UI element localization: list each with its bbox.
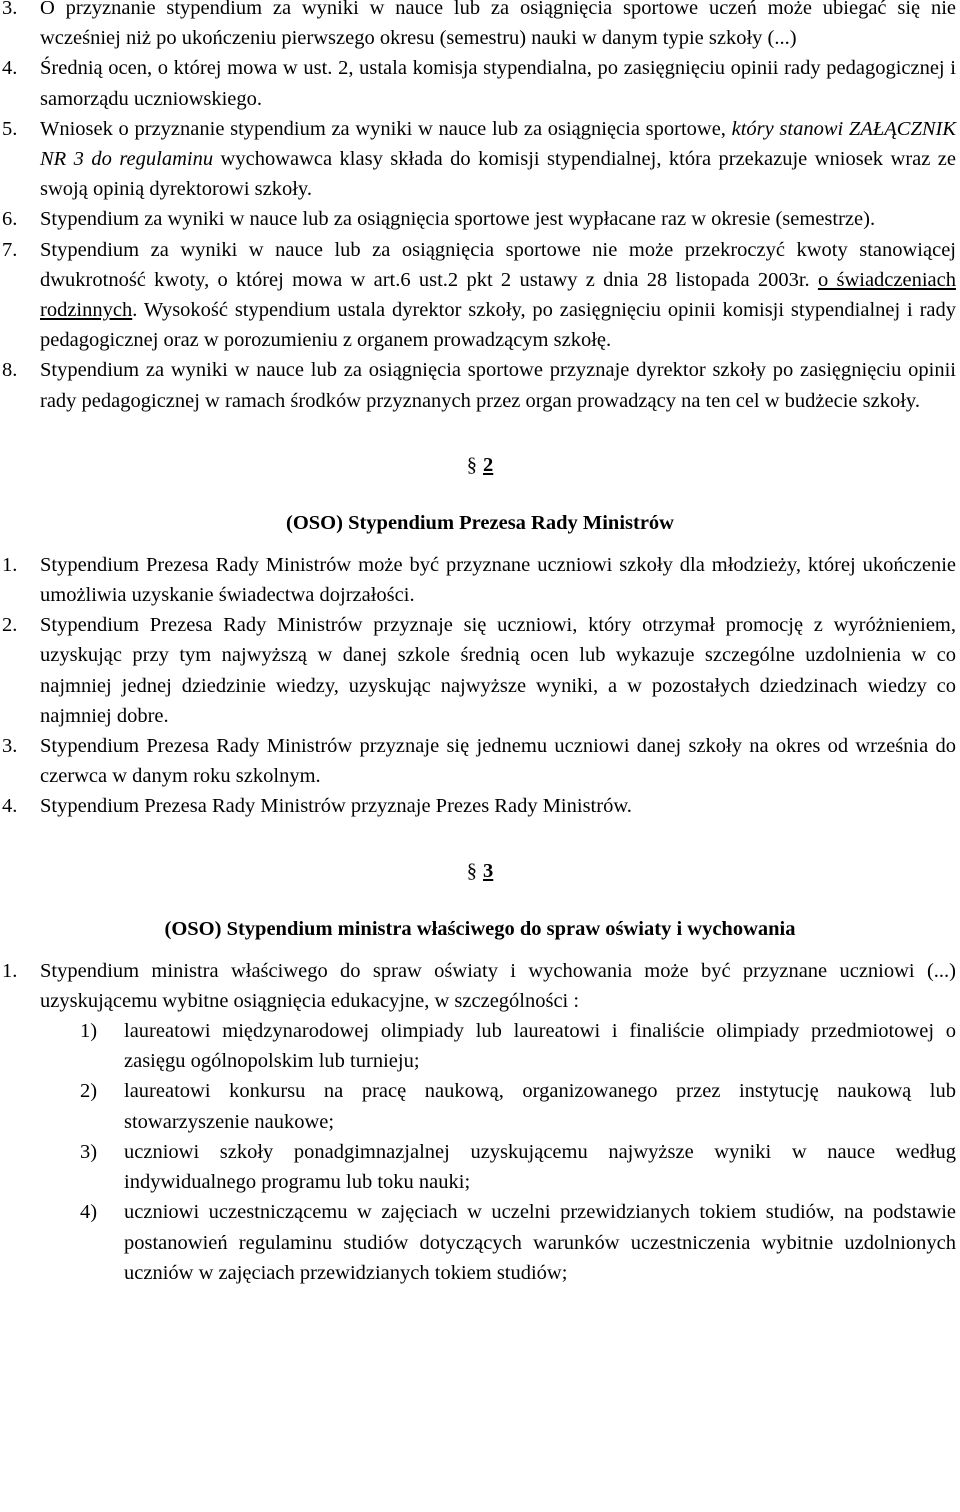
section-number: 2: [483, 453, 494, 476]
subitem-number: 4): [80, 1201, 98, 1224]
section-3-title: (OSO) Stypendium ministra właściwego do spraw oświaty i wychowania: [164, 917, 796, 940]
item-text-continued: wychowawca klasy składa do komisji stypendialnej, która przekazuje wniosek wraz ze swoją opinią dyrektorowi szkoły.: [40, 148, 956, 201]
sublist-item: [0, 1076, 960, 1136]
subitem-number: 3): [80, 1140, 98, 1163]
section-number: 3: [483, 859, 494, 882]
list-item: [0, 610, 960, 731]
list-item: [0, 235, 960, 356]
subitem-number: 2): [80, 1080, 98, 1103]
item-number: 6.: [2, 208, 18, 231]
item-text: Średnią ocen, o której mowa w ust. 2, ustala komisja stypendialna, po zasięgnięciu opinii rady pedagogicznej i samorządu uczniowskiego.: [40, 57, 956, 110]
item-number: 5.: [2, 117, 18, 140]
sublist-item: [0, 1197, 960, 1288]
section-3-sublist: [0, 1016, 960, 1288]
section-3-list: [0, 956, 960, 1016]
item-text: Wniosek o przyznanie stypendium za wyniki w nauce lub za osiągnięcia sportowe,: [40, 117, 726, 140]
section-2-list: [0, 550, 960, 822]
section-2-heading-number: [0, 450, 960, 480]
item-number: 1.: [2, 553, 18, 576]
list-item: [0, 0, 960, 53]
item-number: 7.: [2, 238, 18, 261]
section-2-title: (OSO) Stypendium Prezesa Rady Ministrów: [286, 511, 674, 534]
list-item: [0, 114, 960, 205]
section-top-list: [0, 0, 960, 416]
subitem-text: laureatowi konkursu na pracę naukową, organizowanego przez instytucję naukową lub stowarzyszenie naukowe;: [124, 1080, 956, 1133]
item-number: 4.: [2, 795, 18, 818]
paragraph-sign: §: [466, 453, 477, 476]
law-reference-link[interactable]: o świadczeniach rodzinnych: [40, 268, 956, 322]
subitem-text: uczniowi szkoły ponadgimnazjalnej uzyskującemu najwyższe wyniki w nauce według indywidualnego programu lub toku nauki;: [124, 1140, 956, 1194]
list-item: [0, 204, 960, 234]
list-item: [0, 791, 960, 821]
list-item: [0, 956, 960, 1016]
item-number: 8.: [2, 359, 18, 382]
paragraph-sign: §: [466, 859, 477, 882]
item-text: Stypendium za wyniki w nauce lub za osiągnięcia sportowe nie może przekroczyć kwoty stanowiącej dwukrotność kwoty, o której mowa w art.6 ust.2 pkt 2 ustawy z dnia 28 listopada 2003r.: [40, 238, 956, 291]
list-item: [0, 550, 960, 610]
item-text: O przyznanie stypendium za wyniki w nauce lub za osiągnięcia sportowe uczeń może ubiegać się nie wcześniej niż po ukończeniu pierwszego okresu (semestru) nauki w danym typie szkoły (...): [40, 0, 956, 50]
item-text: Stypendium Prezesa Rady Ministrów przyznaje Prezes Rady Ministrów.: [40, 795, 632, 818]
item-text: Stypendium za wyniki w nauce lub za osiągnięcia sportowe jest wypłacane raz w okresie (semestrze).: [40, 208, 876, 231]
item-text: Stypendium Prezesa Rady Ministrów może być przyznane uczniowi szkoły dla młodzieży, której ukończenie umożliwia uzyskanie świadectwa dojrzałości.: [40, 553, 956, 607]
item-number: 4.: [2, 57, 18, 80]
item-text: Stypendium za wyniki w nauce lub za osiągnięcia sportowe przyznaje dyrektor szkoły po zasięgnięciu opinii rady pedagogicznej w ramach środków przyznanych przez organ prowadzący na ten cel w budżecie szkoły.: [40, 359, 956, 412]
subitem-text: laureatowi międzynarodowej olimpiady lub laureatowi i finaliście olimpiady przedmiotowej o zasięgu ogólnopolskim lub turnieju;: [124, 1020, 956, 1073]
item-text-continued: . Wysokość stypendium ustala dyrektor szkoły, po zasięgnięciu opinii komisji stypendialnej i rady pedagogicznej oraz w porozumieniu z organem prowadzącym szkołę.: [40, 299, 956, 352]
subitem-number: 1): [80, 1020, 98, 1043]
item-text: Stypendium ministra właściwego do spraw oświaty i wychowania może być przyznane uczniowi (...) uzyskującemu wybitne osiągnięcia edukacyjne, w szczególności :: [40, 959, 956, 1012]
list-item: [0, 53, 960, 113]
sublist-item: [0, 1016, 960, 1076]
item-text: Stypendium Prezesa Rady Ministrów przyznaje się jednemu uczniowi danej szkoły na okres od września do czerwca w danym roku szkolnym.: [40, 735, 956, 788]
subitem-text: uczniowi uczestniczącemu w zajęciach w uczelni przewidzianych tokiem studiów, na podstawie postanowień regulaminu studiów dotyczących warunków uczestniczenia wybitnie uzdolnionych uczniów w zajęciach przewidzianych tokiem studiów;: [124, 1201, 956, 1284]
item-text: Stypendium Prezesa Rady Ministrów przyznaje się uczniowi, który otrzymał promocję z wyróżnieniem, uzyskując przy tym najwyższą w danej szkole średnią ocen lub wykazuje szczególne uzdolnienia w co najmniej jednej dziedzinie wiedzy, uzyskując najwyższe wyniki, a w pozostałych dziedzinach wiedzy co najmniej dobre.: [40, 614, 956, 727]
attachment-reference: który stanowi ZAŁĄCZNIK NR 3 do regulaminu: [40, 117, 957, 171]
section-3-heading-number: [0, 856, 960, 886]
list-item: [0, 731, 960, 791]
item-number: 3.: [2, 0, 18, 19]
item-number: 3.: [2, 735, 18, 758]
list-item: [0, 355, 960, 415]
sublist-item: [0, 1137, 960, 1197]
item-number: 1.: [2, 959, 18, 982]
item-number: 2.: [2, 614, 18, 637]
